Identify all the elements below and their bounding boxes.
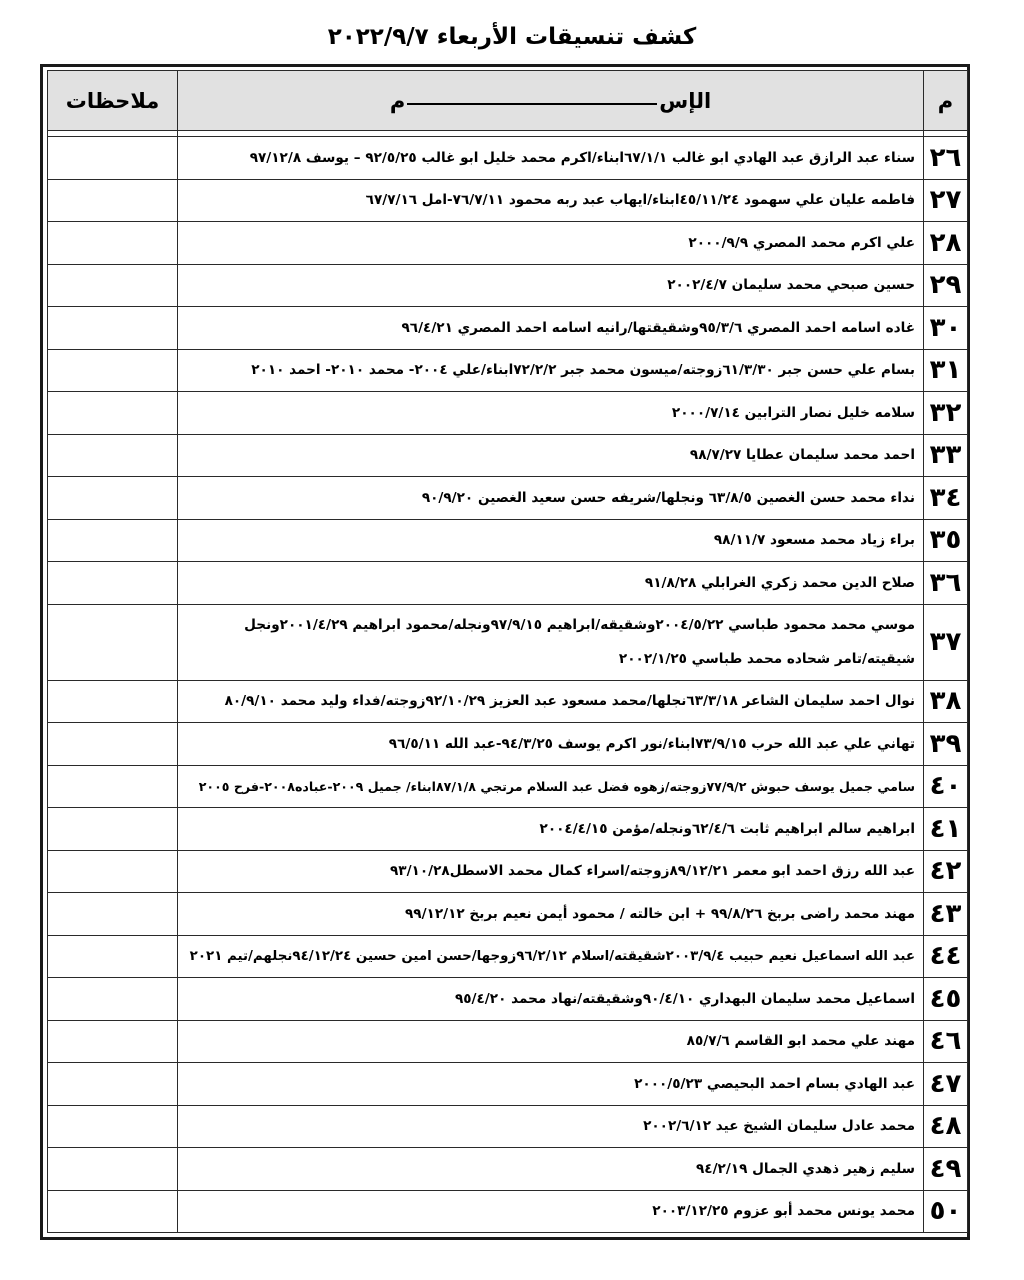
row-number: ٣٠ [924,307,968,350]
table-row [48,307,968,350]
row-name: سلامه خليل نصار الترابين ٢٠٠٠/٧/١٤ [178,392,924,435]
row-number: ٢٨ [924,222,968,265]
roster-sheet [40,64,970,1240]
roster-rows [48,137,968,1233]
row-name: نداء محمد حسن الغصين ٦٣/٨/٥ ونجلها/شريفه حسن سعيد الغصين ٩٠/٩/٢٠ [178,477,924,520]
row-name: سامي جميل يوسف حبوش ٧٧/٩/٢زوجته/زهوه فضل عبد السلام مرتجي ٨٧/١/٨ابناء/ جميل ٢٠٠٩-عباده٢٠٠٨-فرح ٢٠٠٥ [178,765,924,808]
row-notes [48,434,178,477]
row-notes [48,349,178,392]
table-row [48,562,968,605]
table-row [48,434,968,477]
row-number: ٤٢ [924,850,968,893]
row-number: ٢٩ [924,264,968,307]
table-row [48,893,968,936]
table-row [48,349,968,392]
row-notes [48,1105,178,1148]
row-number: ٤٧ [924,1063,968,1106]
row-number: ٤٠ [924,765,968,808]
row-name: سناء عبد الرازق عبد الهادي ابو غالب ٦٧/١/١ابناء/اكرم محمد خليل ابو غالب ٩٢/٥/٢٥ – يوسف ٩٧/١٢/٨ [178,137,924,180]
row-notes [48,978,178,1021]
table-row [48,1190,968,1233]
row-name: براء زياد محمد مسعود ٩٨/١١/٧ [178,519,924,562]
table-row [48,1105,968,1148]
page-title: كشف تنسيقات الأربعاء ٢٠٢٢/٩/٧ [327,24,697,50]
table-row [48,808,968,851]
row-number: ٥٠ [924,1190,968,1233]
row-number: ٤٦ [924,1020,968,1063]
table-row [48,477,968,520]
row-number: ٣٨ [924,680,968,723]
row-notes [48,1020,178,1063]
row-name: حسين صبحي محمد سليمان ٢٠٠٢/٤/٧ [178,264,924,307]
row-name: تهاني علي عبد الله حرب ٧٣/٩/١٥ابناء/نور اكرم يوسف ٩٤/٣/٢٥-عبد الله ٩٦/٥/١١ [178,723,924,766]
row-number: ٣٣ [924,434,968,477]
table-row [48,680,968,723]
row-notes [48,680,178,723]
table-row [48,723,968,766]
header-name [178,71,924,131]
row-notes [48,893,178,936]
roster-table [47,70,968,1233]
row-number: ٢٧ [924,179,968,222]
row-name: عبد الهادي بسام احمد البحيصي ٢٠٠٠/٥/٢٣ [178,1063,924,1106]
table-row [48,1020,968,1063]
row-notes [48,222,178,265]
row-name: مهند علي محمد ابو القاسم ٨٥/٧/٦ [178,1020,924,1063]
row-notes [48,1190,178,1233]
row-number: ٣٩ [924,723,968,766]
row-notes [48,1063,178,1106]
row-notes [48,935,178,978]
row-number: ٤٩ [924,1148,968,1191]
row-number: ٤٤ [924,935,968,978]
row-notes [48,392,178,435]
header-name-start: الإس [659,88,712,113]
row-notes [48,519,178,562]
table-row [48,519,968,562]
table-row [48,604,968,680]
row-name: عبد الله اسماعيل نعيم حبيب ٢٠٠٣/٩/٤شقيقته/اسلام ٩٦/٢/١٢زوجها/حسن امين حسين ٩٤/١٢/٢٤نجلهم/تيم ٢٠٢١ [178,935,924,978]
row-name: ابراهيم سالم ابراهيم ثابت ٦٢/٤/٦ونجله/مؤمن ٢٠٠٤/٤/١٥ [178,808,924,851]
row-number: ٢٦ [924,137,968,180]
table-row [48,850,968,893]
row-notes [48,179,178,222]
table-row [48,1148,968,1191]
table-row [48,137,968,180]
header-name-stretch [407,103,657,105]
row-name: اسماعيل محمد سليمان البهداري ٩٠/٤/١٠وشقيقته/نهاد محمد ٩٥/٤/٢٠ [178,978,924,1021]
row-notes [48,808,178,851]
header-number: م [924,71,968,131]
row-name: احمد محمد سليمان عطايا ٩٨/٧/٢٧ [178,434,924,477]
table-row [48,1063,968,1106]
table-row [48,765,968,808]
table-row [48,392,968,435]
row-name: غاده اسامه احمد المصري ٩٥/٣/٦وشقيقتها/رانيه اسامه احمد المصري ٩٦/٤/٢١ [178,307,924,350]
table-row [48,222,968,265]
row-notes [48,604,178,680]
row-name: نوال احمد سليمان الشاعر ٦٣/٣/١٨نجلها/محمد مسعود عبد العزيز ٩٢/١٠/٢٩زوجته/فداء وليد محمد ٨٠/٩/١٠ [178,680,924,723]
row-name: علي اكرم محمد المصري ٢٠٠٠/٩/٩ [178,222,924,265]
row-name: محمد عادل سليمان الشيخ عيد ٢٠٠٢/٦/١٢ [178,1105,924,1148]
row-name: مهند محمد راضى بربخ ٩٩/٨/٢٦ + ابن خالته / محمود أيمن نعيم بربخ ٩٩/١٢/١٢ [178,893,924,936]
row-number: ٤٣ [924,893,968,936]
row-number: ٣٧ [924,604,968,680]
row-notes [48,307,178,350]
row-number: ٣١ [924,349,968,392]
row-number: ٤٥ [924,978,968,1021]
row-number: ٤٨ [924,1105,968,1148]
row-number: ٣٢ [924,392,968,435]
row-name: محمد يونس محمد أبو عزوم ٢٠٠٣/١٢/٢٥ [178,1190,924,1233]
row-notes [48,723,178,766]
row-name: موسي محمد محمود طباسي ٢٠٠٤/٥/٢٢وشقيقه/ابراهيم ٩٧/٩/١٥ونجله/محمود ابراهيم ٢٠٠١/٤/٢٩ونجل شيقيته/تامر شحاده محمد طباسي ٢٠٠٢/١/٢٥ [178,604,924,680]
row-number: ٣٥ [924,519,968,562]
row-notes [48,765,178,808]
row-name: سليم زهير ذهدي الجمال ٩٤/٢/١٩ [178,1148,924,1191]
row-number: ٤١ [924,808,968,851]
row-number: ٣٤ [924,477,968,520]
table-row [48,935,968,978]
table-row [48,179,968,222]
table-row [48,264,968,307]
row-notes [48,264,178,307]
row-notes [48,562,178,605]
row-name: عبد الله رزق احمد ابو معمر ٨٩/١٢/٢١زوجته/اسراء كمال محمد الاسطل٩٣/١٠/٢٨ [178,850,924,893]
header-name-end: م [389,88,406,113]
row-name: فاطمه عليان علي سهمود ٤٥/١١/٢٤ابناء/ايهاب عبد ربه محمود ٧٦/٧/١١-امل ٦٧/٧/١٦ [178,179,924,222]
row-name: بسام علي حسن جبر ٦١/٣/٣٠زوجته/ميسون محمد جبر ٧٢/٢/٢ابناء/علي ٢٠٠٤- محمد ٢٠١٠- احمد ٢٠١٠ [178,349,924,392]
row-notes [48,137,178,180]
row-notes [48,477,178,520]
header-notes: ملاحظات [48,71,178,131]
row-notes [48,1148,178,1191]
row-number: ٣٦ [924,562,968,605]
table-row [48,978,968,1021]
row-name: صلاح الدين محمد زكري الغرابلي ٩١/٨/٢٨ [178,562,924,605]
row-notes [48,850,178,893]
table-header-row [48,71,968,131]
